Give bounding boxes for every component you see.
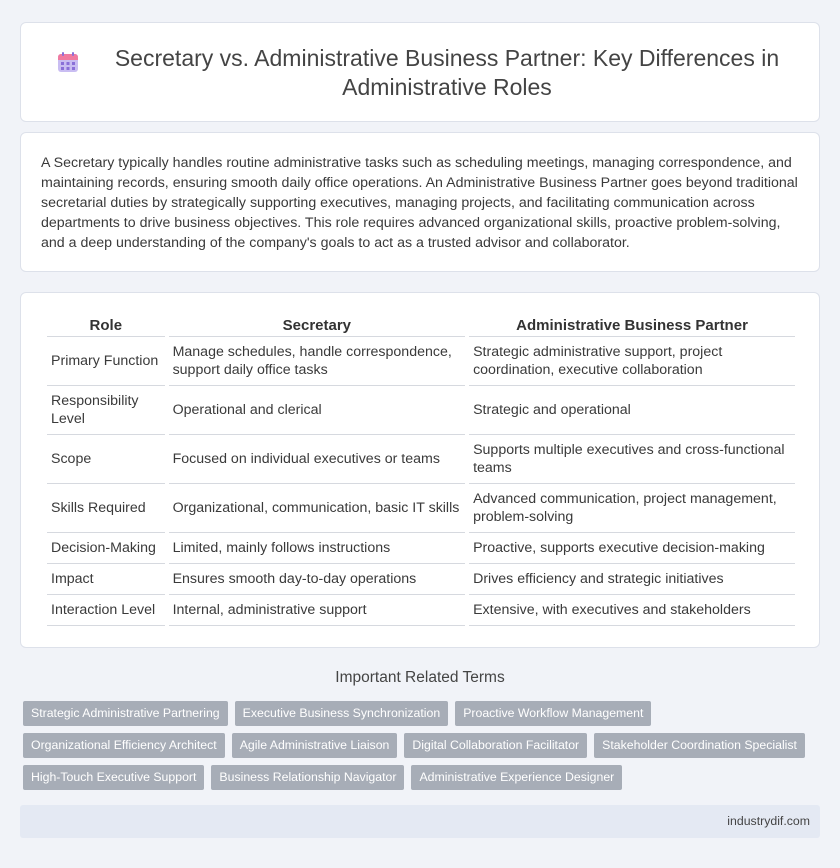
related-term-tag[interactable]: Executive Business Synchronization: [235, 701, 449, 726]
row-label: Skills Required: [47, 484, 165, 533]
page-title: Secretary vs. Administrative Business Partner: Key Differences in Administrative Roles: [114, 45, 780, 100]
row-label: Primary Function: [47, 337, 165, 386]
table-row: [47, 337, 795, 386]
column-header-secretary: Secretary: [169, 315, 466, 337]
calendar-icon: [57, 51, 79, 73]
header-card: [20, 22, 820, 122]
related-term-tag[interactable]: Business Relationship Navigator: [211, 765, 404, 790]
table-header-row: [47, 315, 795, 337]
abp-cell: Strategic and operational: [469, 386, 795, 435]
footer-site-link[interactable]: industrydif.com: [727, 814, 810, 828]
related-term-tag[interactable]: Proactive Workflow Management: [455, 701, 651, 726]
comparison-card: [20, 292, 820, 648]
intro-card: [20, 132, 820, 272]
abp-cell: Proactive, supports executive decision-making: [469, 533, 795, 564]
table-row: [47, 435, 795, 484]
secretary-cell: Operational and clerical: [169, 386, 466, 435]
table-row: [47, 595, 795, 626]
row-label: Scope: [47, 435, 165, 484]
abp-cell: Advanced communication, project management, problem-solving: [469, 484, 795, 533]
related-term-tag[interactable]: Agile Administrative Liaison: [232, 733, 398, 758]
secretary-cell: Limited, mainly follows instructions: [169, 533, 466, 564]
related-terms-row: [23, 733, 805, 758]
secretary-cell: Organizational, communication, basic IT skills: [169, 484, 466, 533]
related-term-tag[interactable]: Stakeholder Coordination Specialist: [594, 733, 805, 758]
table-row: [47, 564, 795, 595]
abp-cell: Extensive, with executives and stakeholders: [469, 595, 795, 626]
row-label: Interaction Level: [47, 595, 165, 626]
row-label: Impact: [47, 564, 165, 595]
secretary-cell: Internal, administrative support: [169, 595, 466, 626]
abp-cell: Strategic administrative support, project coordination, executive collaboration: [469, 337, 795, 386]
table-row: [47, 484, 795, 533]
related-term-tag[interactable]: Organizational Efficiency Architect: [23, 733, 225, 758]
secretary-cell: Focused on individual executives or teams: [169, 435, 466, 484]
table-row: [47, 386, 795, 435]
related-term-tag[interactable]: Administrative Experience Designer: [411, 765, 622, 790]
related-term-tag[interactable]: Digital Collaboration Facilitator: [404, 733, 587, 758]
footer: [20, 805, 820, 838]
related-terms-row: [23, 765, 622, 790]
column-header-role: Role: [47, 315, 165, 337]
secretary-cell: Manage schedules, handle correspondence, support daily office tasks: [169, 337, 466, 386]
intro-paragraph: A Secretary typically handles routine administrative tasks such as scheduling meetings, managing correspondence, and maintaining records, ensuring smooth daily office operations. An Administrative Business Partner goes beyond traditional secretarial duties by strategically supporting executives, managing projects, and facilitating communication across departments to drive business objectives. This role requires advanced organizational skills, proactive problem-solving, and a deep understanding of the company's goals to act as a trusted advisor and collaborator.: [41, 155, 798, 251]
abp-cell: Drives efficiency and strategic initiatives: [469, 564, 795, 595]
table-row: [47, 533, 795, 564]
related-term-tag[interactable]: High-Touch Executive Support: [23, 765, 204, 790]
row-label: Decision-Making: [47, 533, 165, 564]
related-terms-row: [23, 701, 651, 726]
row-label: Responsibility Level: [47, 386, 165, 435]
column-header-abp: Administrative Business Partner: [469, 315, 795, 337]
secretary-cell: Ensures smooth day-to-day operations: [169, 564, 466, 595]
related-terms-heading: Important Related Terms: [335, 669, 505, 686]
comparison-table: [43, 315, 799, 626]
related-term-tag[interactable]: Strategic Administrative Partnering: [23, 701, 228, 726]
abp-cell: Supports multiple executives and cross-functional teams: [469, 435, 795, 484]
